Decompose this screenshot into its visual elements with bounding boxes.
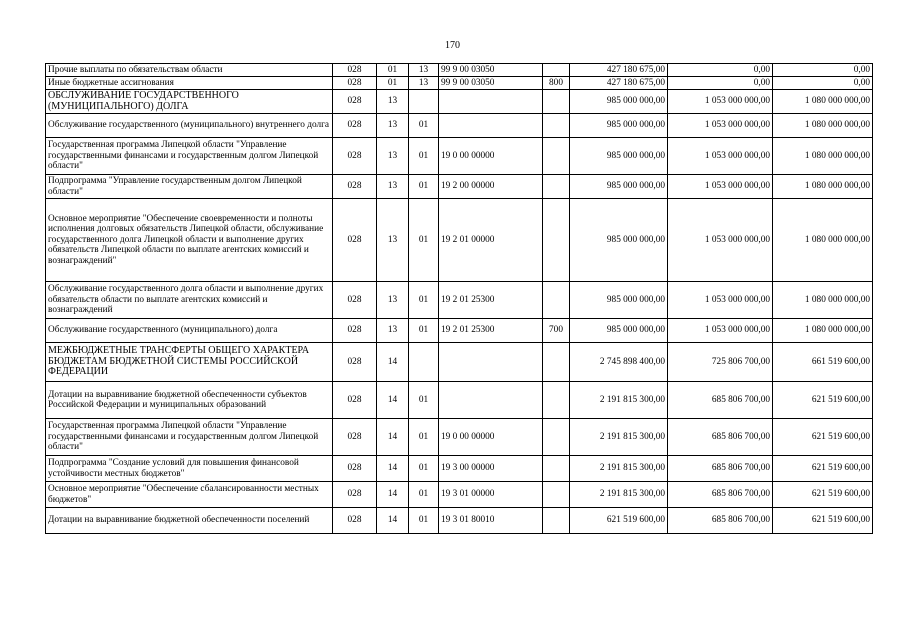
row-amount-year-3: 1 080 000 000,00 <box>773 138 873 175</box>
row-target-article: 19 2 01 00000 <box>439 199 543 282</box>
row-name: Прочие выплаты по обязательствам области <box>46 64 333 77</box>
table-row <box>46 199 873 282</box>
row-section-code: 14 <box>377 456 409 482</box>
row-expense-type <box>543 64 570 77</box>
row-amount-year-1: 985 000 000,00 <box>570 175 668 199</box>
row-amount-year-3: 661 519 600,00 <box>773 343 873 382</box>
row-subsection-code <box>409 343 439 382</box>
row-expense-type <box>543 482 570 508</box>
row-amount-year-3: 1 080 000 000,00 <box>773 175 873 199</box>
table-row <box>46 114 873 138</box>
row-target-article: 19 0 00 00000 <box>439 138 543 175</box>
row-subsection-code: 01 <box>409 382 439 419</box>
row-amount-year-1: 985 000 000,00 <box>570 138 668 175</box>
row-target-article: 19 2 00 00000 <box>439 175 543 199</box>
row-subsection-code: 01 <box>409 138 439 175</box>
row-section-code: 01 <box>377 77 409 90</box>
row-section-code: 13 <box>377 175 409 199</box>
row-target-article: 19 0 00 00000 <box>439 419 543 456</box>
row-amount-year-2: 0,00 <box>668 64 773 77</box>
row-name: ОБСЛУЖИВАНИЕ ГОСУДАРСТВЕННОГО (МУНИЦИПАЛЬНОГО) ДОЛГА <box>46 90 333 114</box>
row-amount-year-3: 1 080 000 000,00 <box>773 319 873 343</box>
table-row <box>46 343 873 382</box>
row-expense-type <box>543 419 570 456</box>
row-target-article: 19 2 01 25300 <box>439 282 543 319</box>
row-amount-year-3: 1 080 000 000,00 <box>773 282 873 319</box>
row-target-article: 19 3 01 80010 <box>439 508 543 534</box>
row-target-article <box>439 90 543 114</box>
row-target-article <box>439 343 543 382</box>
row-grbs-code: 028 <box>333 456 377 482</box>
row-grbs-code: 028 <box>333 343 377 382</box>
row-name: Государственная программа Липецкой области "Управление государственными финансами и государственным долгом Липецкой области" <box>46 419 333 456</box>
row-expense-type <box>543 138 570 175</box>
budget-table <box>45 63 873 534</box>
row-target-article: 99 9 00 03050 <box>439 64 543 77</box>
row-section-code: 13 <box>377 138 409 175</box>
row-target-article: 19 3 01 00000 <box>439 482 543 508</box>
row-expense-type <box>543 282 570 319</box>
row-name: Государственная программа Липецкой области "Управление государственными финансами и государственным долгом Липецкой области" <box>46 138 333 175</box>
row-section-code: 01 <box>377 64 409 77</box>
row-grbs-code: 028 <box>333 90 377 114</box>
row-subsection-code: 13 <box>409 77 439 90</box>
row-amount-year-1: 2 191 815 300,00 <box>570 482 668 508</box>
row-amount-year-2: 685 806 700,00 <box>668 419 773 456</box>
row-subsection-code: 01 <box>409 282 439 319</box>
row-expense-type <box>543 175 570 199</box>
row-section-code: 13 <box>377 114 409 138</box>
row-amount-year-2: 1 053 000 000,00 <box>668 138 773 175</box>
row-amount-year-1: 2 745 898 400,00 <box>570 343 668 382</box>
row-section-code: 14 <box>377 382 409 419</box>
row-amount-year-1: 985 000 000,00 <box>570 319 668 343</box>
row-expense-type <box>543 508 570 534</box>
row-subsection-code: 01 <box>409 114 439 138</box>
row-grbs-code: 028 <box>333 382 377 419</box>
row-amount-year-1: 427 180 675,00 <box>570 77 668 90</box>
row-name: Иные бюджетные ассигнования <box>46 77 333 90</box>
page-number: 170 <box>445 40 460 51</box>
row-name: Подпрограмма "Управление государственным долгом Липецкой области" <box>46 175 333 199</box>
row-amount-year-1: 985 000 000,00 <box>570 199 668 282</box>
row-section-code: 13 <box>377 199 409 282</box>
row-name: Дотации на выравнивание бюджетной обеспеченности поселений <box>46 508 333 534</box>
row-grbs-code: 028 <box>333 508 377 534</box>
row-amount-year-3: 621 519 600,00 <box>773 382 873 419</box>
row-subsection-code: 01 <box>409 175 439 199</box>
row-name: Обслуживание государственного (муниципального) долга <box>46 319 333 343</box>
row-amount-year-1: 621 519 600,00 <box>570 508 668 534</box>
row-expense-type <box>543 199 570 282</box>
row-grbs-code: 028 <box>333 482 377 508</box>
row-target-article: 99 9 00 03050 <box>439 77 543 90</box>
row-name: Обслуживание государственного долга области и выполнение других обязательств области по выплате агентских комиссий и вознаграждений <box>46 282 333 319</box>
table-row <box>46 456 873 482</box>
table-row <box>46 382 873 419</box>
budget-table-body <box>46 64 873 534</box>
row-amount-year-1: 2 191 815 300,00 <box>570 382 668 419</box>
table-row <box>46 138 873 175</box>
row-name: Основное мероприятие "Обеспечение сбалансированности местных бюджетов" <box>46 482 333 508</box>
row-name: МЕЖБЮДЖЕТНЫЕ ТРАНСФЕРТЫ ОБЩЕГО ХАРАКТЕРА БЮДЖЕТАМ БЮДЖЕТНОЙ СИСТЕМЫ РОССИЙСКОЙ ФЕДЕРАЦИИ <box>46 343 333 382</box>
row-section-code: 14 <box>377 343 409 382</box>
row-amount-year-2: 1 053 000 000,00 <box>668 199 773 282</box>
table-row <box>46 77 873 90</box>
row-amount-year-1: 985 000 000,00 <box>570 282 668 319</box>
row-grbs-code: 028 <box>333 64 377 77</box>
row-amount-year-3: 621 519 600,00 <box>773 508 873 534</box>
row-section-code: 13 <box>377 319 409 343</box>
row-grbs-code: 028 <box>333 77 377 90</box>
row-grbs-code: 028 <box>333 114 377 138</box>
row-amount-year-3: 0,00 <box>773 64 873 77</box>
row-section-code: 14 <box>377 482 409 508</box>
row-grbs-code: 028 <box>333 138 377 175</box>
row-amount-year-2: 1 053 000 000,00 <box>668 90 773 114</box>
row-expense-type: 700 <box>543 319 570 343</box>
table-row <box>46 419 873 456</box>
row-amount-year-3: 1 080 000 000,00 <box>773 199 873 282</box>
row-name: Основное мероприятие "Обеспечение своевременности и полноты исполнения долговых обязательств Липецкой области, обслуживание государственного долга Липецкой области и выполнение других обязательств Липецкой области по выплате агентских комиссий и вознаграждений" <box>46 199 333 282</box>
row-subsection-code <box>409 90 439 114</box>
row-amount-year-3: 621 519 600,00 <box>773 482 873 508</box>
row-amount-year-2: 725 806 700,00 <box>668 343 773 382</box>
row-amount-year-2: 685 806 700,00 <box>668 382 773 419</box>
table-row <box>46 64 873 77</box>
row-amount-year-3: 0,00 <box>773 77 873 90</box>
row-section-code: 14 <box>377 419 409 456</box>
row-amount-year-2: 685 806 700,00 <box>668 456 773 482</box>
table-row <box>46 282 873 319</box>
row-subsection-code: 01 <box>409 319 439 343</box>
row-subsection-code: 13 <box>409 64 439 77</box>
row-target-article <box>439 382 543 419</box>
row-amount-year-2: 685 806 700,00 <box>668 482 773 508</box>
row-expense-type <box>543 343 570 382</box>
row-target-article: 19 3 00 00000 <box>439 456 543 482</box>
row-section-code: 13 <box>377 282 409 319</box>
row-amount-year-2: 1 053 000 000,00 <box>668 319 773 343</box>
row-target-article <box>439 114 543 138</box>
row-expense-type <box>543 456 570 482</box>
row-amount-year-2: 1 053 000 000,00 <box>668 282 773 319</box>
row-section-code: 13 <box>377 90 409 114</box>
row-amount-year-3: 1 080 000 000,00 <box>773 114 873 138</box>
row-amount-year-1: 2 191 815 300,00 <box>570 419 668 456</box>
table-row <box>46 175 873 199</box>
row-name: Подпрограмма "Создание условий для повышения финансовой устойчивости местных бюджетов" <box>46 456 333 482</box>
row-expense-type <box>543 90 570 114</box>
row-grbs-code: 028 <box>333 319 377 343</box>
row-expense-type <box>543 114 570 138</box>
row-amount-year-2: 685 806 700,00 <box>668 508 773 534</box>
row-grbs-code: 028 <box>333 199 377 282</box>
row-section-code: 14 <box>377 508 409 534</box>
row-amount-year-3: 1 080 000 000,00 <box>773 90 873 114</box>
row-grbs-code: 028 <box>333 419 377 456</box>
row-amount-year-2: 0,00 <box>668 77 773 90</box>
row-grbs-code: 028 <box>333 282 377 319</box>
row-target-article: 19 2 01 25300 <box>439 319 543 343</box>
row-name: Обслуживание государственного (муниципального) внутреннего долга <box>46 114 333 138</box>
row-amount-year-2: 1 053 000 000,00 <box>668 114 773 138</box>
row-amount-year-2: 1 053 000 000,00 <box>668 175 773 199</box>
row-amount-year-1: 985 000 000,00 <box>570 114 668 138</box>
row-amount-year-1: 2 191 815 300,00 <box>570 456 668 482</box>
row-subsection-code: 01 <box>409 482 439 508</box>
table-row <box>46 90 873 114</box>
row-amount-year-3: 621 519 600,00 <box>773 419 873 456</box>
row-grbs-code: 028 <box>333 175 377 199</box>
row-amount-year-3: 621 519 600,00 <box>773 456 873 482</box>
table-row <box>46 482 873 508</box>
row-expense-type <box>543 382 570 419</box>
row-name: Дотации на выравнивание бюджетной обеспеченности субъектов Российской Федерации и муниципальных образований <box>46 382 333 419</box>
row-amount-year-1: 985 000 000,00 <box>570 90 668 114</box>
row-expense-type: 800 <box>543 77 570 90</box>
row-subsection-code: 01 <box>409 419 439 456</box>
row-amount-year-1: 427 180 675,00 <box>570 64 668 77</box>
table-row <box>46 508 873 534</box>
table-row <box>46 319 873 343</box>
row-subsection-code: 01 <box>409 508 439 534</box>
row-subsection-code: 01 <box>409 199 439 282</box>
row-subsection-code: 01 <box>409 456 439 482</box>
